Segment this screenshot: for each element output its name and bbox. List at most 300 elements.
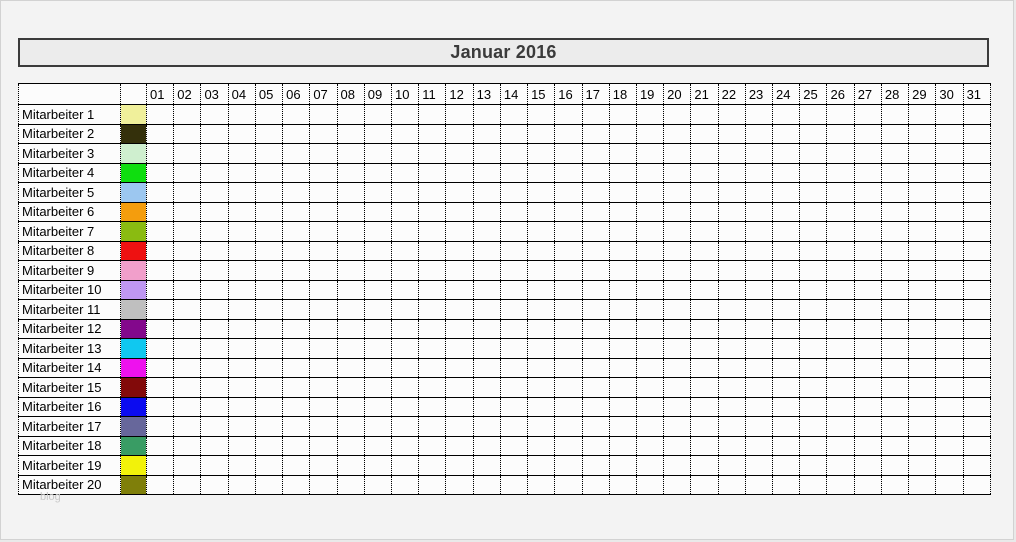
day-cell[interactable]: [255, 339, 282, 359]
day-cell[interactable]: [364, 261, 391, 281]
day-cell[interactable]: [147, 456, 174, 476]
day-cell[interactable]: [337, 222, 364, 242]
day-cell[interactable]: [745, 397, 772, 417]
day-cell[interactable]: [201, 124, 228, 144]
day-cell[interactable]: [636, 339, 663, 359]
day-cell[interactable]: [228, 261, 255, 281]
day-cell[interactable]: [391, 222, 418, 242]
day-cell[interactable]: [446, 222, 473, 242]
day-cell[interactable]: [528, 300, 555, 320]
day-cell[interactable]: [555, 339, 582, 359]
day-cell[interactable]: [446, 397, 473, 417]
day-cell[interactable]: [419, 397, 446, 417]
day-cell[interactable]: [854, 436, 881, 456]
day-cell[interactable]: [691, 358, 718, 378]
day-cell[interactable]: [963, 222, 990, 242]
day-cell[interactable]: [773, 241, 800, 261]
day-cell[interactable]: [337, 436, 364, 456]
day-cell[interactable]: [609, 261, 636, 281]
day-cell[interactable]: [473, 280, 500, 300]
day-cell[interactable]: [691, 378, 718, 398]
day-cell[interactable]: [800, 378, 827, 398]
day-cell[interactable]: [337, 280, 364, 300]
day-cell[interactable]: [636, 280, 663, 300]
day-cell[interactable]: [446, 436, 473, 456]
day-cell[interactable]: [310, 105, 337, 125]
day-cell[interactable]: [419, 436, 446, 456]
day-cell[interactable]: [936, 124, 963, 144]
day-cell[interactable]: [147, 261, 174, 281]
day-cell[interactable]: [337, 319, 364, 339]
day-cell[interactable]: [446, 202, 473, 222]
day-cell[interactable]: [773, 261, 800, 281]
day-cell[interactable]: [800, 300, 827, 320]
day-cell[interactable]: [419, 358, 446, 378]
day-cell[interactable]: [228, 222, 255, 242]
day-cell[interactable]: [773, 319, 800, 339]
day-cell[interactable]: [963, 436, 990, 456]
day-cell[interactable]: [827, 280, 854, 300]
day-cell[interactable]: [391, 417, 418, 437]
day-cell[interactable]: [255, 456, 282, 476]
day-cell[interactable]: [773, 280, 800, 300]
day-cell[interactable]: [147, 339, 174, 359]
day-cell[interactable]: [963, 241, 990, 261]
day-cell[interactable]: [419, 105, 446, 125]
day-cell[interactable]: [255, 397, 282, 417]
day-cell[interactable]: [283, 436, 310, 456]
day-cell[interactable]: [528, 280, 555, 300]
day-cell[interactable]: [800, 417, 827, 437]
day-cell[interactable]: [446, 339, 473, 359]
day-cell[interactable]: [582, 475, 609, 495]
day-cell[interactable]: [147, 300, 174, 320]
day-cell[interactable]: [827, 222, 854, 242]
day-cell[interactable]: [201, 105, 228, 125]
day-cell[interactable]: [745, 436, 772, 456]
day-cell[interactable]: [528, 183, 555, 203]
day-cell[interactable]: [446, 261, 473, 281]
day-cell[interactable]: [174, 397, 201, 417]
day-cell[interactable]: [201, 358, 228, 378]
day-cell[interactable]: [228, 475, 255, 495]
day-cell[interactable]: [391, 475, 418, 495]
day-cell[interactable]: [963, 378, 990, 398]
day-cell[interactable]: [854, 261, 881, 281]
day-cell[interactable]: [827, 261, 854, 281]
day-cell[interactable]: [609, 339, 636, 359]
day-cell[interactable]: [691, 222, 718, 242]
day-cell[interactable]: [419, 280, 446, 300]
day-cell[interactable]: [582, 222, 609, 242]
day-cell[interactable]: [147, 397, 174, 417]
day-cell[interactable]: [691, 436, 718, 456]
day-cell[interactable]: [337, 397, 364, 417]
day-cell[interactable]: [800, 397, 827, 417]
day-cell[interactable]: [609, 319, 636, 339]
day-cell[interactable]: [364, 397, 391, 417]
day-cell[interactable]: [528, 417, 555, 437]
day-cell[interactable]: [147, 280, 174, 300]
day-cell[interactable]: [228, 397, 255, 417]
day-cell[interactable]: [718, 319, 745, 339]
day-cell[interactable]: [936, 319, 963, 339]
day-cell[interactable]: [310, 456, 337, 476]
day-cell[interactable]: [364, 339, 391, 359]
day-cell[interactable]: [854, 300, 881, 320]
day-cell[interactable]: [854, 241, 881, 261]
day-cell[interactable]: [201, 436, 228, 456]
day-cell[interactable]: [337, 417, 364, 437]
day-cell[interactable]: [419, 300, 446, 320]
day-cell[interactable]: [609, 397, 636, 417]
day-cell[interactable]: [364, 105, 391, 125]
day-cell[interactable]: [800, 105, 827, 125]
day-cell[interactable]: [827, 202, 854, 222]
day-cell[interactable]: [201, 339, 228, 359]
day-cell[interactable]: [718, 339, 745, 359]
day-cell[interactable]: [283, 241, 310, 261]
day-cell[interactable]: [391, 436, 418, 456]
day-cell[interactable]: [609, 280, 636, 300]
day-cell[interactable]: [936, 378, 963, 398]
day-cell[interactable]: [528, 339, 555, 359]
day-cell[interactable]: [636, 397, 663, 417]
day-cell[interactable]: [854, 319, 881, 339]
day-cell[interactable]: [337, 378, 364, 398]
day-cell[interactable]: [582, 261, 609, 281]
day-cell[interactable]: [473, 222, 500, 242]
day-cell[interactable]: [310, 378, 337, 398]
day-cell[interactable]: [773, 378, 800, 398]
day-cell[interactable]: [827, 417, 854, 437]
day-cell[interactable]: [419, 261, 446, 281]
day-cell[interactable]: [800, 339, 827, 359]
day-cell[interactable]: [419, 339, 446, 359]
day-cell[interactable]: [664, 261, 691, 281]
day-cell[interactable]: [147, 358, 174, 378]
day-cell[interactable]: [201, 319, 228, 339]
day-cell[interactable]: [555, 397, 582, 417]
day-cell[interactable]: [201, 378, 228, 398]
day-cell[interactable]: [283, 222, 310, 242]
day-cell[interactable]: [310, 436, 337, 456]
day-cell[interactable]: [255, 475, 282, 495]
day-cell[interactable]: [337, 261, 364, 281]
day-cell[interactable]: [691, 144, 718, 164]
day-cell[interactable]: [745, 202, 772, 222]
day-cell[interactable]: [718, 397, 745, 417]
day-cell[interactable]: [800, 202, 827, 222]
day-cell[interactable]: [800, 475, 827, 495]
day-cell[interactable]: [936, 436, 963, 456]
day-cell[interactable]: [255, 124, 282, 144]
day-cell[interactable]: [147, 378, 174, 398]
day-cell[interactable]: [473, 456, 500, 476]
day-cell[interactable]: [255, 144, 282, 164]
day-cell[interactable]: [391, 163, 418, 183]
day-cell[interactable]: [827, 475, 854, 495]
day-cell[interactable]: [201, 202, 228, 222]
day-cell[interactable]: [609, 417, 636, 437]
day-cell[interactable]: [582, 124, 609, 144]
day-cell[interactable]: [528, 358, 555, 378]
day-cell[interactable]: [310, 300, 337, 320]
day-cell[interactable]: [446, 319, 473, 339]
day-cell[interactable]: [337, 202, 364, 222]
day-cell[interactable]: [773, 222, 800, 242]
day-cell[interactable]: [664, 241, 691, 261]
day-cell[interactable]: [691, 241, 718, 261]
day-cell[interactable]: [691, 339, 718, 359]
day-cell[interactable]: [473, 300, 500, 320]
day-cell[interactable]: [854, 397, 881, 417]
day-cell[interactable]: [283, 378, 310, 398]
day-cell[interactable]: [909, 144, 936, 164]
day-cell[interactable]: [528, 436, 555, 456]
day-cell[interactable]: [881, 222, 908, 242]
day-cell[interactable]: [609, 358, 636, 378]
day-cell[interactable]: [963, 319, 990, 339]
day-cell[interactable]: [201, 456, 228, 476]
day-cell[interactable]: [419, 183, 446, 203]
day-cell[interactable]: [827, 105, 854, 125]
day-cell[interactable]: [419, 241, 446, 261]
day-cell[interactable]: [909, 163, 936, 183]
day-cell[interactable]: [827, 124, 854, 144]
day-cell[interactable]: [691, 163, 718, 183]
day-cell[interactable]: [473, 319, 500, 339]
day-cell[interactable]: [419, 124, 446, 144]
day-cell[interactable]: [582, 417, 609, 437]
day-cell[interactable]: [337, 183, 364, 203]
day-cell[interactable]: [283, 105, 310, 125]
day-cell[interactable]: [745, 183, 772, 203]
day-cell[interactable]: [528, 475, 555, 495]
day-cell[interactable]: [555, 456, 582, 476]
day-cell[interactable]: [909, 241, 936, 261]
day-cell[interactable]: [473, 202, 500, 222]
day-cell[interactable]: [473, 163, 500, 183]
day-cell[interactable]: [827, 339, 854, 359]
day-cell[interactable]: [691, 124, 718, 144]
day-cell[interactable]: [963, 417, 990, 437]
day-cell[interactable]: [827, 358, 854, 378]
day-cell[interactable]: [310, 319, 337, 339]
day-cell[interactable]: [310, 417, 337, 437]
day-cell[interactable]: [691, 105, 718, 125]
day-cell[interactable]: [528, 261, 555, 281]
day-cell[interactable]: [255, 105, 282, 125]
day-cell[interactable]: [228, 417, 255, 437]
day-cell[interactable]: [800, 319, 827, 339]
day-cell[interactable]: [364, 124, 391, 144]
day-cell[interactable]: [174, 105, 201, 125]
day-cell[interactable]: [881, 280, 908, 300]
day-cell[interactable]: [773, 183, 800, 203]
day-cell[interactable]: [310, 358, 337, 378]
day-cell[interactable]: [909, 378, 936, 398]
day-cell[interactable]: [745, 144, 772, 164]
day-cell[interactable]: [174, 378, 201, 398]
day-cell[interactable]: [174, 319, 201, 339]
day-cell[interactable]: [555, 378, 582, 398]
day-cell[interactable]: [609, 222, 636, 242]
day-cell[interactable]: [283, 202, 310, 222]
day-cell[interactable]: [473, 358, 500, 378]
day-cell[interactable]: [555, 163, 582, 183]
day-cell[interactable]: [636, 436, 663, 456]
day-cell[interactable]: [337, 339, 364, 359]
day-cell[interactable]: [691, 417, 718, 437]
day-cell[interactable]: [718, 358, 745, 378]
day-cell[interactable]: [963, 261, 990, 281]
day-cell[interactable]: [773, 105, 800, 125]
day-cell[interactable]: [636, 183, 663, 203]
day-cell[interactable]: [500, 124, 527, 144]
day-cell[interactable]: [528, 222, 555, 242]
day-cell[interactable]: [718, 475, 745, 495]
day-cell[interactable]: [255, 280, 282, 300]
day-cell[interactable]: [419, 163, 446, 183]
day-cell[interactable]: [473, 436, 500, 456]
day-cell[interactable]: [174, 124, 201, 144]
day-cell[interactable]: [310, 163, 337, 183]
day-cell[interactable]: [419, 202, 446, 222]
day-cell[interactable]: [691, 456, 718, 476]
day-cell[interactable]: [745, 300, 772, 320]
day-cell[interactable]: [909, 105, 936, 125]
day-cell[interactable]: [391, 358, 418, 378]
day-cell[interactable]: [174, 280, 201, 300]
day-cell[interactable]: [691, 202, 718, 222]
day-cell[interactable]: [255, 202, 282, 222]
day-cell[interactable]: [636, 300, 663, 320]
day-cell[interactable]: [147, 436, 174, 456]
day-cell[interactable]: [909, 222, 936, 242]
day-cell[interactable]: [664, 397, 691, 417]
day-cell[interactable]: [500, 378, 527, 398]
day-cell[interactable]: [555, 358, 582, 378]
day-cell[interactable]: [364, 319, 391, 339]
day-cell[interactable]: [174, 202, 201, 222]
day-cell[interactable]: [936, 163, 963, 183]
day-cell[interactable]: [636, 163, 663, 183]
day-cell[interactable]: [909, 417, 936, 437]
day-cell[interactable]: [909, 124, 936, 144]
day-cell[interactable]: [773, 397, 800, 417]
day-cell[interactable]: [854, 183, 881, 203]
day-cell[interactable]: [174, 163, 201, 183]
day-cell[interactable]: [147, 417, 174, 437]
day-cell[interactable]: [283, 475, 310, 495]
day-cell[interactable]: [773, 436, 800, 456]
day-cell[interactable]: [773, 300, 800, 320]
day-cell[interactable]: [881, 319, 908, 339]
day-cell[interactable]: [582, 300, 609, 320]
day-cell[interactable]: [473, 124, 500, 144]
day-cell[interactable]: [800, 163, 827, 183]
day-cell[interactable]: [310, 183, 337, 203]
day-cell[interactable]: [909, 300, 936, 320]
day-cell[interactable]: [909, 358, 936, 378]
day-cell[interactable]: [854, 358, 881, 378]
day-cell[interactable]: [718, 456, 745, 476]
day-cell[interactable]: [609, 475, 636, 495]
day-cell[interactable]: [745, 222, 772, 242]
day-cell[interactable]: [446, 475, 473, 495]
day-cell[interactable]: [473, 417, 500, 437]
day-cell[interactable]: [664, 105, 691, 125]
day-cell[interactable]: [310, 124, 337, 144]
day-cell[interactable]: [147, 475, 174, 495]
day-cell[interactable]: [718, 300, 745, 320]
day-cell[interactable]: [446, 124, 473, 144]
day-cell[interactable]: [854, 475, 881, 495]
day-cell[interactable]: [310, 475, 337, 495]
day-cell[interactable]: [473, 397, 500, 417]
day-cell[interactable]: [664, 300, 691, 320]
day-cell[interactable]: [446, 280, 473, 300]
day-cell[interactable]: [255, 417, 282, 437]
day-cell[interactable]: [936, 417, 963, 437]
day-cell[interactable]: [936, 144, 963, 164]
day-cell[interactable]: [827, 144, 854, 164]
day-cell[interactable]: [446, 163, 473, 183]
day-cell[interactable]: [936, 456, 963, 476]
day-cell[interactable]: [582, 319, 609, 339]
day-cell[interactable]: [582, 202, 609, 222]
day-cell[interactable]: [255, 163, 282, 183]
day-cell[interactable]: [255, 261, 282, 281]
day-cell[interactable]: [909, 397, 936, 417]
day-cell[interactable]: [555, 241, 582, 261]
day-cell[interactable]: [147, 202, 174, 222]
day-cell[interactable]: [391, 378, 418, 398]
day-cell[interactable]: [528, 456, 555, 476]
day-cell[interactable]: [528, 378, 555, 398]
day-cell[interactable]: [201, 300, 228, 320]
day-cell[interactable]: [446, 105, 473, 125]
day-cell[interactable]: [310, 144, 337, 164]
day-cell[interactable]: [881, 300, 908, 320]
day-cell[interactable]: [283, 124, 310, 144]
day-cell[interactable]: [391, 261, 418, 281]
day-cell[interactable]: [310, 241, 337, 261]
day-cell[interactable]: [364, 358, 391, 378]
day-cell[interactable]: [636, 202, 663, 222]
day-cell[interactable]: [337, 105, 364, 125]
day-cell[interactable]: [582, 241, 609, 261]
day-cell[interactable]: [555, 144, 582, 164]
day-cell[interactable]: [528, 124, 555, 144]
day-cell[interactable]: [664, 124, 691, 144]
day-cell[interactable]: [636, 475, 663, 495]
day-cell[interactable]: [228, 436, 255, 456]
day-cell[interactable]: [174, 261, 201, 281]
day-cell[interactable]: [691, 280, 718, 300]
day-cell[interactable]: [827, 456, 854, 476]
day-cell[interactable]: [310, 397, 337, 417]
day-cell[interactable]: [446, 456, 473, 476]
day-cell[interactable]: [609, 241, 636, 261]
day-cell[interactable]: [800, 280, 827, 300]
day-cell[interactable]: [446, 241, 473, 261]
day-cell[interactable]: [718, 124, 745, 144]
day-cell[interactable]: [881, 124, 908, 144]
day-cell[interactable]: [936, 280, 963, 300]
day-cell[interactable]: [228, 378, 255, 398]
